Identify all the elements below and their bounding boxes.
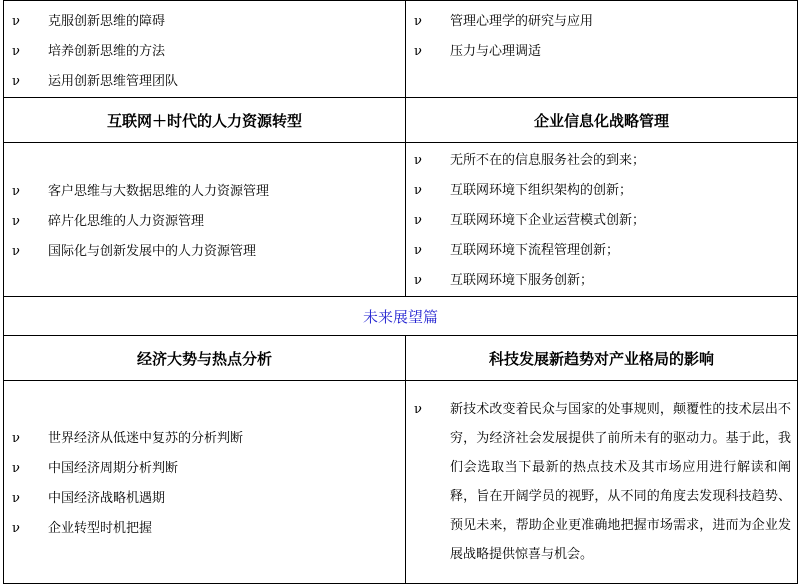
list-item: ν 压力与心理调适 <box>406 37 789 67</box>
list-item: ν 碎片化思维的人力资源管理 <box>4 207 397 237</box>
info-list-cell <box>406 143 798 297</box>
bullet-icon: ν <box>12 461 20 476</box>
list-item: ν 互联网环境下组织架构的创新； <box>406 176 789 206</box>
row-economy-tech <box>4 381 798 584</box>
list-item: ν 无所不在的信息服务社会的到来； <box>406 146 789 176</box>
tech-paragraph-cell <box>406 381 798 584</box>
list-item: ν 克服创新思维的障碍 <box>4 7 397 37</box>
list-item: ν 国际化与创新发展中的人力资源管理 <box>4 237 397 267</box>
innovation-list-cell <box>4 1 406 98</box>
bullet-icon: ν <box>12 74 20 89</box>
future-outlook-section-title: 未来展望篇 <box>4 297 798 336</box>
list-item: ν 企业转型时机把握 <box>4 514 397 544</box>
bullet-icon: ν <box>414 183 422 198</box>
list-item: ν 运用创新思维管理团队 <box>4 67 397 97</box>
psychology-list-cell <box>406 1 798 98</box>
row-section <box>4 297 798 336</box>
bullet-icon: ν <box>12 213 20 229</box>
bullet-icon: ν <box>12 14 20 29</box>
row-innovation <box>4 1 798 98</box>
bullet-icon: ν <box>12 521 20 536</box>
hr-transformation-heading: 互联网＋时代的人力资源转型 <box>4 98 406 143</box>
bullet-icon: ν <box>414 153 422 168</box>
bullet-icon: ν <box>12 44 20 59</box>
list-item: ν 培养创新思维的方法 <box>4 37 397 67</box>
list-item: ν 互联网环境下服务创新； <box>406 266 789 296</box>
bullet-icon: ν <box>12 183 20 199</box>
tech-trend-heading: 科技发展新趋势对产业格局的影响 <box>406 336 798 381</box>
bullet-icon: ν <box>414 14 422 29</box>
tech-paragraph: 新技术改变着民众与国家的处事规则，颠覆性的技术层出不穷，为经济社会发展提供了前所未有的驱动力。基于此，我们会选取当下最新的热点技术及其市场应用进行解读和阐释，旨在开阔学员的视野，从不同的角度去发现科技趋势、预见未来，帮助企业更准确地把握市场需求，进而为企业发展战略提供惊喜与机会。 <box>450 402 791 562</box>
bullet-icon: ν <box>414 213 422 228</box>
bullet-icon: ν <box>12 243 20 259</box>
row-hr-info <box>4 143 798 297</box>
info-strategy-heading: 企业信息化战略管理 <box>406 98 798 143</box>
bullet-icon: ν <box>414 243 422 258</box>
row-headings-2 <box>4 336 798 381</box>
bullet-icon: ν <box>414 44 422 59</box>
course-outline-table <box>3 0 798 584</box>
list-item: ν 管理心理学的研究与应用 <box>406 7 789 37</box>
row-headings-1 <box>4 98 798 143</box>
list-item: ν 世界经济从低迷中复苏的分析判断 <box>4 424 397 454</box>
list-item: ν 互联网环境下流程管理创新； <box>406 236 789 266</box>
economy-heading: 经济大势与热点分析 <box>4 336 406 381</box>
paragraph-block <box>406 389 797 575</box>
hr-list-cell <box>4 143 406 297</box>
bullet-icon: ν <box>414 402 422 417</box>
list-item: ν 互联网环境下企业运营模式创新； <box>406 206 789 236</box>
bullet-icon: ν <box>414 273 422 288</box>
list-item: ν 客户思维与大数据思维的人力资源管理 <box>4 177 397 207</box>
bullet-icon: ν <box>12 491 20 506</box>
economy-list-cell <box>4 381 406 584</box>
list-item: ν 中国经济战略机遇期 <box>4 484 397 514</box>
bullet-icon: ν <box>12 431 20 446</box>
list-item: ν 中国经济周期分析判断 <box>4 454 397 484</box>
